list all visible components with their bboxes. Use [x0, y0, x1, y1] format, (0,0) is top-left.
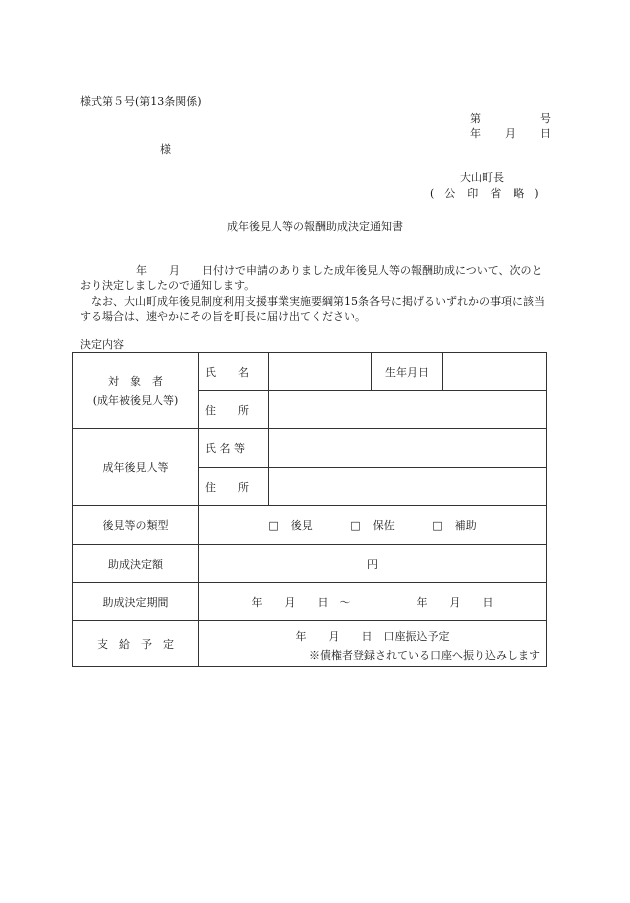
recipient-honorific: 様	[160, 143, 171, 156]
guardian-label: 成年後見人等	[73, 429, 199, 506]
type-option-label: 保佐	[372, 519, 395, 532]
date-day-label: 日	[540, 127, 551, 140]
date-month-label: 月	[505, 127, 516, 140]
table-row	[73, 621, 547, 667]
seal-omitted-note	[430, 188, 539, 199]
subject-address-field[interactable]	[269, 391, 547, 429]
form-number: 様式第５号(第13条関係)	[80, 95, 202, 108]
amount-unit: 円	[367, 557, 378, 571]
amount-label: 助成決定額	[73, 545, 199, 583]
subject-name-field[interactable]	[269, 353, 372, 391]
checkbox-icon[interactable]: □	[432, 519, 443, 532]
seal-char: 公	[444, 187, 456, 200]
seal-char: 印	[467, 187, 479, 200]
table-row	[73, 545, 547, 583]
issuer-name: 大山町長	[460, 171, 504, 184]
guardian-name-label: 氏 名 等	[199, 429, 269, 468]
guardianship-type-label: 後見等の類型	[73, 506, 199, 545]
checkbox-icon[interactable]: □	[268, 519, 279, 532]
table-row	[73, 353, 547, 391]
document-number-suffix: 号	[540, 112, 551, 125]
period-label: 助成決定期間	[73, 583, 199, 621]
reporting-paragraph: なお、大山町成年後見制度利用支援事業実施要綱第15条各号に掲げるいずれかの事項に該当する場合は、速やかにその旨を町長に届け出てください。	[80, 295, 545, 323]
period-field[interactable]	[199, 583, 547, 621]
table-row	[73, 429, 547, 468]
payment-note: ※債権者登録されている口座へ振り込みします	[309, 649, 540, 662]
type-option-label: 後見	[290, 519, 313, 532]
checkbox-icon[interactable]: □	[350, 519, 361, 532]
subject-name-label: 氏 名	[199, 353, 269, 391]
birthdate-label: 生年月日	[372, 353, 443, 391]
seal-char: 略	[513, 187, 525, 200]
date-year-label: 年	[470, 127, 481, 140]
table-row	[73, 506, 547, 545]
payment-field[interactable]	[199, 621, 547, 667]
payment-schedule: 年 月 日 口座振込予定	[295, 630, 450, 643]
table-row	[73, 583, 547, 621]
type-option-hojo[interactable]	[432, 519, 476, 532]
payment-label: 支 給 予 定	[73, 621, 199, 667]
seal-char: 省	[490, 187, 502, 200]
document-title: 成年後見人等の報酬助成決定通知書	[227, 220, 403, 233]
birthdate-field[interactable]	[443, 353, 547, 391]
section-label: 決定内容	[80, 338, 124, 351]
document-number-label: 第	[470, 112, 481, 125]
notice-paragraph: 年 月 日付けで申請のありました成年後見人等の報酬助成について、次のとおり決定しましたので通知します。	[80, 264, 543, 292]
type-option-hosa[interactable]	[350, 519, 394, 532]
type-option-kouken[interactable]	[268, 519, 312, 532]
subject-header-cell	[73, 353, 199, 429]
decision-table	[72, 352, 547, 667]
period-text: 年 月 日 ～ 年 月 日	[251, 595, 494, 609]
seal-open-paren: (	[430, 187, 435, 200]
guardian-address-label: 住 所	[199, 468, 269, 506]
guardian-address-field[interactable]	[269, 468, 547, 506]
subject-sublabel: (成年被後見人等)	[92, 394, 179, 407]
subject-label: 対 象 者	[108, 375, 163, 388]
type-option-label: 補助	[454, 519, 477, 532]
guardian-name-field[interactable]	[269, 429, 547, 468]
guardianship-type-options	[199, 506, 547, 545]
amount-field[interactable]	[199, 545, 547, 583]
subject-address-label: 住 所	[199, 391, 269, 429]
seal-close-paren: )	[534, 187, 539, 200]
